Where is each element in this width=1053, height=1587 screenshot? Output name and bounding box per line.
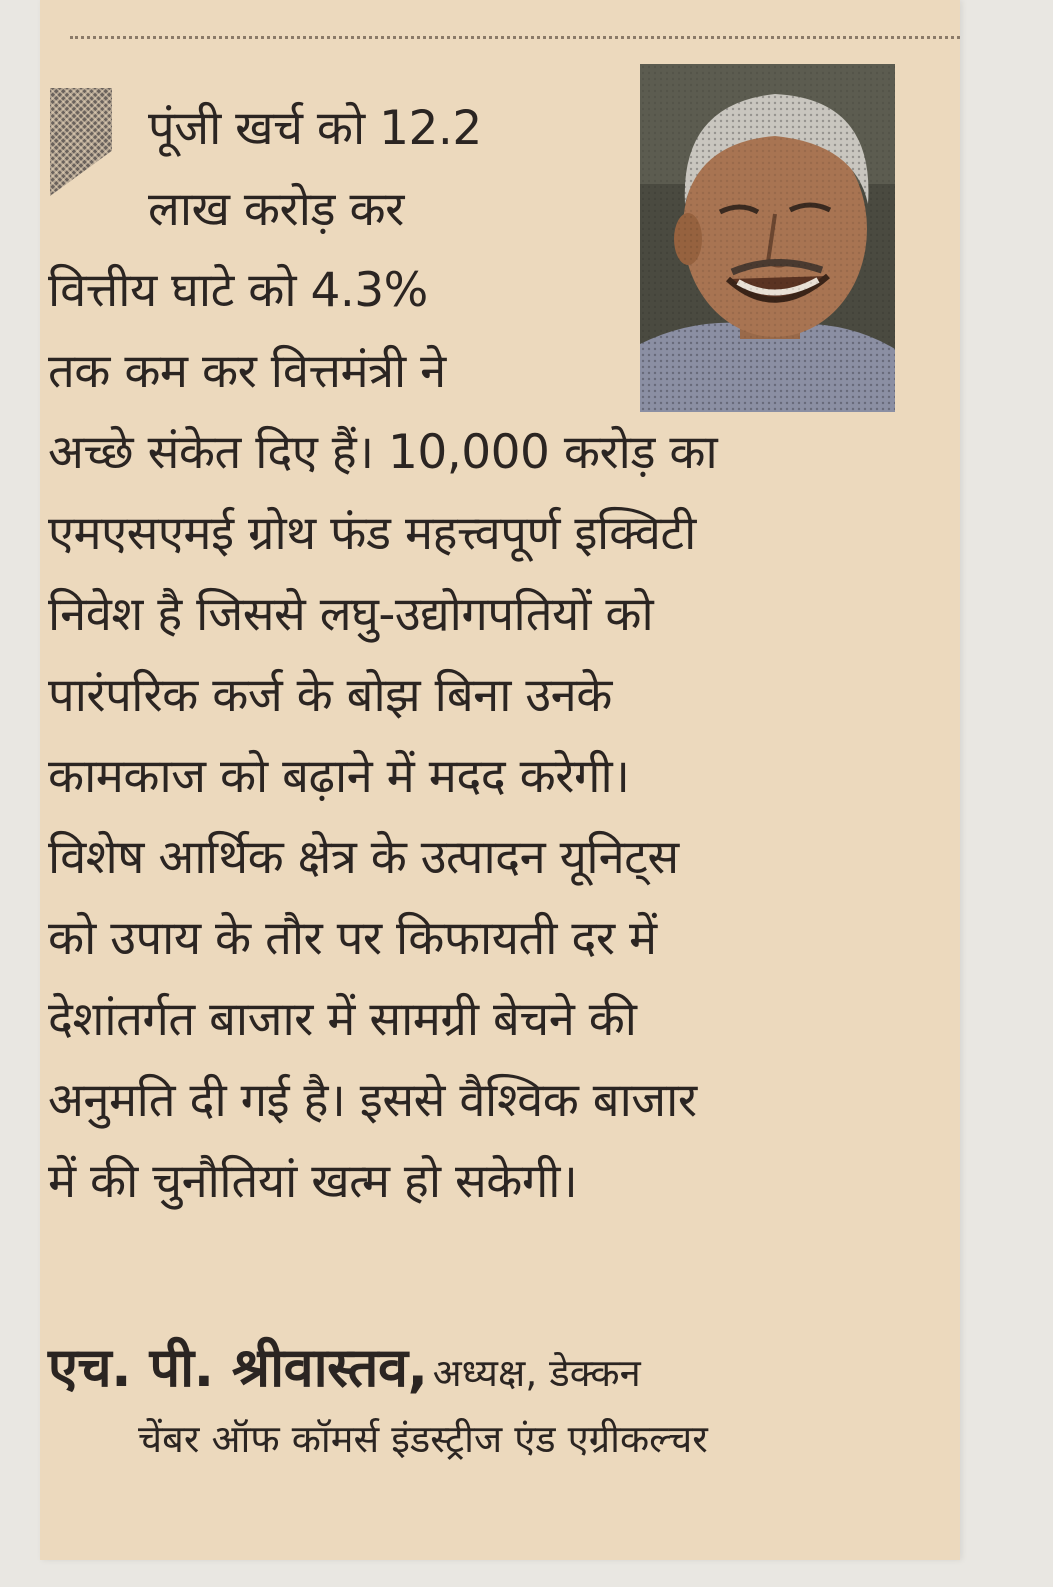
article-line: अनुमति दी गई है। इससे वैश्विक बाजार: [48, 1073, 697, 1128]
article-line: में की चुनौतियां खत्म हो सकेगी।: [48, 1154, 578, 1209]
article-line: वित्तीय घाटे को 4.3%: [48, 263, 428, 318]
article-line: तक कम कर वित्तमंत्री ने: [48, 344, 446, 399]
article-line: विशेष आर्थिक क्षेत्र के उत्पादन यूनिट्स: [48, 830, 679, 885]
article-line: कामकाज को बढ़ाने में मदद करेगी।: [48, 749, 630, 804]
article-line: को उपाय के तौर पर किफायती दर में: [48, 911, 657, 966]
article-line: पूंजी खर्च को 12.2: [148, 101, 482, 156]
author-name: एच. पी. श्रीवास्तव,: [48, 1336, 428, 1399]
author-role: अध्यक्ष, डेक्कन: [432, 1351, 641, 1395]
article-line: देशांतर्गत बाजार में सामग्री बेचने की: [48, 992, 637, 1047]
byline: [48, 1328, 908, 1464]
article-line: एमएसएमई ग्रोथ फंड महत्त्वपूर्ण इक्विटी: [48, 506, 696, 561]
article-line: पारंपरिक कर्ज के बोझ बिना उनके: [48, 668, 612, 723]
article-line: लाख करोड़ कर: [148, 182, 404, 237]
article-line: निवेश है जिससे लघु-उद्योगपतियों को: [48, 587, 654, 642]
article-line: अच्छे संकेत दिए हैं। 10,000 करोड़ का: [48, 425, 718, 480]
dotted-divider: [70, 36, 960, 39]
author-organization: चेंबर ऑफ कॉमर्स इंडस्ट्रीज एंड एग्रीकल्चर: [138, 1417, 708, 1461]
article-body: [48, 88, 908, 1222]
